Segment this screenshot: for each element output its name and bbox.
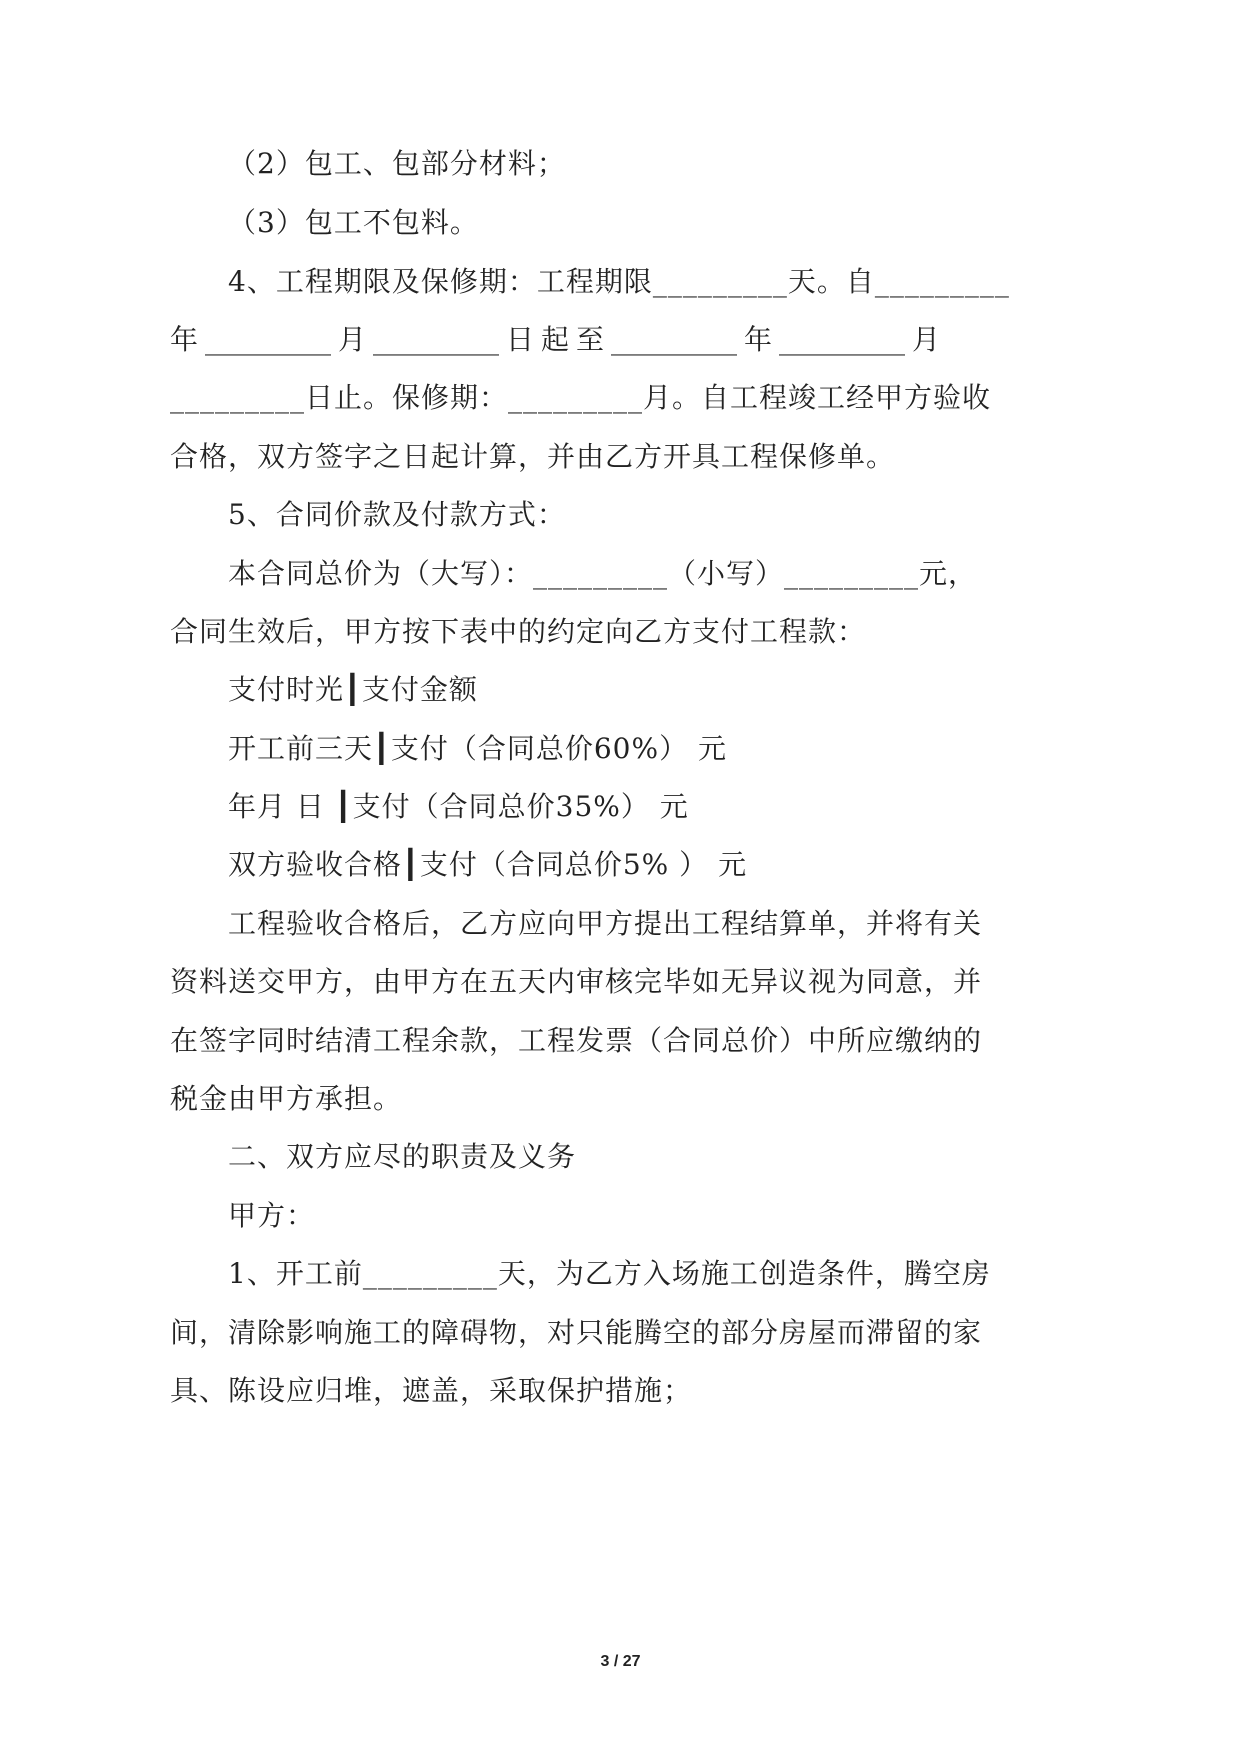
text-line: （3）包工不包料。	[228, 206, 479, 239]
table-row: 年月 日 ┃支付（合同总价35%） 元	[228, 790, 689, 823]
text-line: 间，清除影响施工的障碍物，对只能腾空的部分房屋而滞留的家	[170, 1316, 983, 1349]
blank-field: _________	[372, 323, 499, 356]
text-line: 资料送交甲方，由甲方在五天内审核完毕如无异议视为同意，并	[170, 965, 983, 998]
text-line: 合同生效后，甲方按下表中的约定向乙方支付工程款：	[170, 615, 867, 648]
blank-field: _________	[778, 323, 905, 356]
blank-field: _________	[205, 323, 331, 356]
text-fragment: 年	[743, 323, 772, 356]
text-line: 本合同总价为（大写）：_________（小写）_________元，	[228, 557, 978, 590]
text-line: 在签字同时结清工程余款，工程发票（合同总价）中所应缴纳的	[170, 1024, 983, 1057]
page-number: 3 / 27	[600, 1653, 641, 1670]
section-heading: 5、合同价款及付款方式：	[228, 498, 566, 531]
text-line: 合格，双方签字之日起计算，并由乙方开具工程保修单。	[170, 440, 896, 473]
text-fragment: 起	[540, 323, 569, 356]
text-line: 1、开工前_________天，为乙方入场施工创造条件，腾空房	[228, 1257, 991, 1290]
text-fragment: 至	[575, 323, 604, 356]
text-line: _________日止。保修期：_________月。自工程竣工经甲方验收	[170, 381, 992, 414]
text-line: 具、陈设应归堆，遮盖，采取保护措施；	[170, 1374, 693, 1407]
text-line: 4、工程期限及保修期：工程期限_________天。自_________	[228, 265, 1010, 298]
blank-field: _________	[610, 323, 737, 356]
text-fragment: 月	[337, 323, 366, 356]
text-fragment: 日	[505, 323, 534, 356]
table-row: 开工前三天┃支付（合同总价60%） 元	[228, 732, 727, 765]
text-fragment: 月	[911, 323, 940, 356]
section-heading: 二、双方应尽的职责及义务	[228, 1140, 577, 1173]
text-line: 税金由甲方承担。	[170, 1082, 403, 1115]
date-range-line	[170, 320, 940, 360]
text-fragment: 年	[170, 323, 199, 356]
text-line: （2）包工、包部分材料；	[228, 147, 566, 180]
subheading: 甲方：	[228, 1199, 316, 1232]
table-row: 双方验收合格┃支付（合同总价5% ） 元	[228, 848, 748, 881]
table-header-row: 支付时光┃支付金额	[228, 673, 478, 706]
text-line: 工程验收合格后，乙方应向甲方提出工程结算单，并将有关	[228, 907, 983, 940]
